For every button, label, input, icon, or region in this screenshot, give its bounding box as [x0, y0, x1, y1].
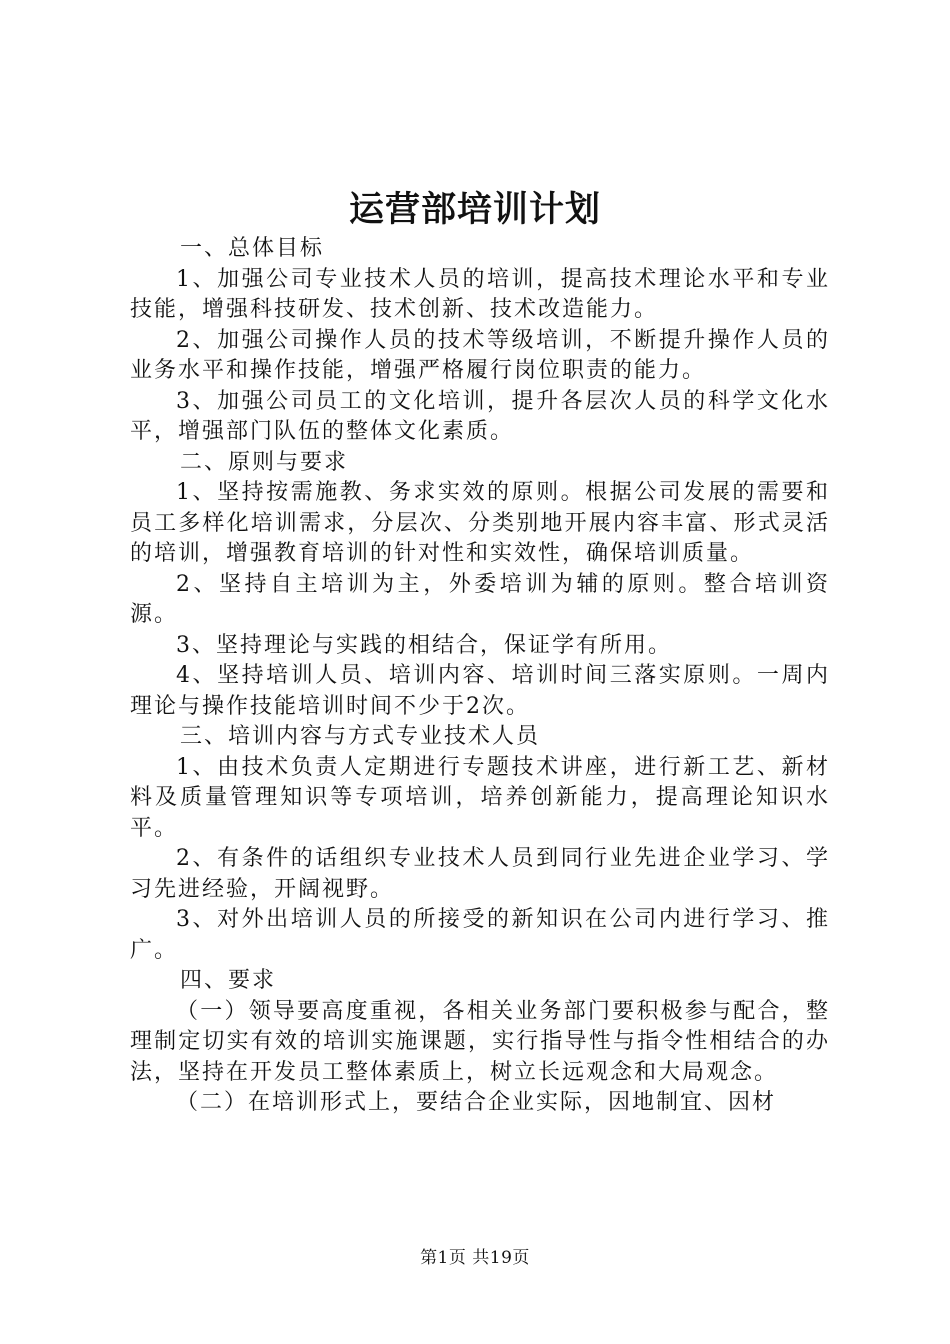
paragraph: 3、加强公司员工的文化培训，提升各层次人员的科学文化水平，增强部门队伍的整体文化素质。 [130, 388, 830, 444]
page-title: 运营部培训计划 [348, 189, 601, 230]
section-heading: 一、总体目标 [180, 236, 325, 261]
paragraph: 2、有条件的话组织专业技术人员到同行业先进企业学习、学习先进经验，开阔视野。 [130, 846, 830, 902]
paragraph: 4、坚持培训人员、培训内容、培训时间三落实原则。一周内理论与操作技能培训时间不少于2次。 [130, 663, 830, 719]
paragraph: 1、加强公司专业技术人员的培训，提高技术理论水平和专业技能，增强科技研发、技术创新、技术改造能力。 [130, 266, 830, 322]
paragraph: 2、加强公司操作人员的技术等级培训，不断提升操作人员的业务水平和操作技能，增强严格履行岗位职责的能力。 [130, 327, 830, 383]
paragraph: （二）在培训形式上，要结合企业实际，因地制宜、因材 [176, 1090, 777, 1115]
paragraph: 1、坚持按需施教、务求实效的原则。根据公司发展的需要和员工多样化培训需求，分层次、分类别地开展内容丰富、形式灵活的培训，增强教育培训的针对性和实效性，确保培训质量。 [130, 480, 830, 566]
paragraph: 2、坚持自主培训为主，外委培训为辅的原则。整合培训资源。 [130, 571, 830, 627]
section-heading: 三、培训内容与方式专业技术人员 [180, 724, 541, 749]
paragraph: 3、对外出培训人员的所接受的新知识在公司内进行学习、推广。 [130, 907, 830, 963]
section-heading: 二、原则与要求 [180, 449, 349, 475]
section-heading: 四、要求 [180, 968, 277, 993]
paragraph: （一）领导要高度重视，各相关业务部门要积极参与配合，整理制定切实有效的培训实施课题，实行指导性与指令性相结合的办法，坚持在开发员工整体素质上，树立长远观念和大局观念。 [130, 998, 830, 1085]
page-footer: 第1页 共19页 [420, 1248, 530, 1268]
paragraph: 3、坚持理论与实践的相结合，保证学有所用。 [176, 632, 672, 658]
paragraph: 1、由技术负责人定期进行专题技术讲座，进行新工艺、新材料及质量管理知识等专项培训，培养创新能力，提高理论知识水平。 [130, 754, 830, 841]
document-body [130, 234, 830, 1119]
